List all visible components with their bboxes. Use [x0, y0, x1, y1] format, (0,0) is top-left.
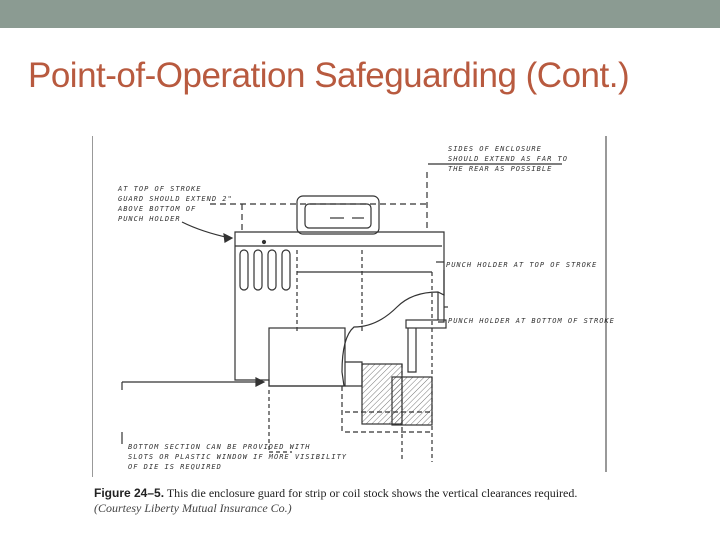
figure-caption: [94, 486, 614, 516]
note-bottom-section: BOTTOM SECTION CAN BE PROVIDED WITH SLOTS OR PLASTIC WINDOW IF MORE VISIBILITY OF DIE IS REQUIRED: [128, 443, 348, 471]
note-punch-holder-bottom: PUNCH HOLDER AT BOTTOM OF STROKE: [448, 317, 615, 325]
slide-title: Point-of-Operation Safeguarding (Cont.): [28, 56, 630, 95]
note-punch-holder-top: PUNCH HOLDER AT TOP OF STROKE: [446, 261, 598, 269]
caption-text: This die enclosure guard for strip or coil stock shows the vertical clearances required.: [166, 486, 578, 500]
note-sides-of-enclosure: SIDES OF ENCLOSURE SHOULD EXTEND AS FAR TO THE REAR AS POSSIBLE: [448, 145, 568, 173]
caption-credit: (Courtesy Liberty Mutual Insurance Co.): [94, 501, 292, 515]
figure: [92, 132, 615, 522]
top-band: [0, 0, 720, 28]
caption-label: Figure 24–5.: [94, 486, 165, 500]
note-guard-extend: AT TOP OF STROKE GUARD SHOULD EXTEND 2" ABOVE BOTTOM OF PUNCH HOLDER: [118, 185, 233, 223]
